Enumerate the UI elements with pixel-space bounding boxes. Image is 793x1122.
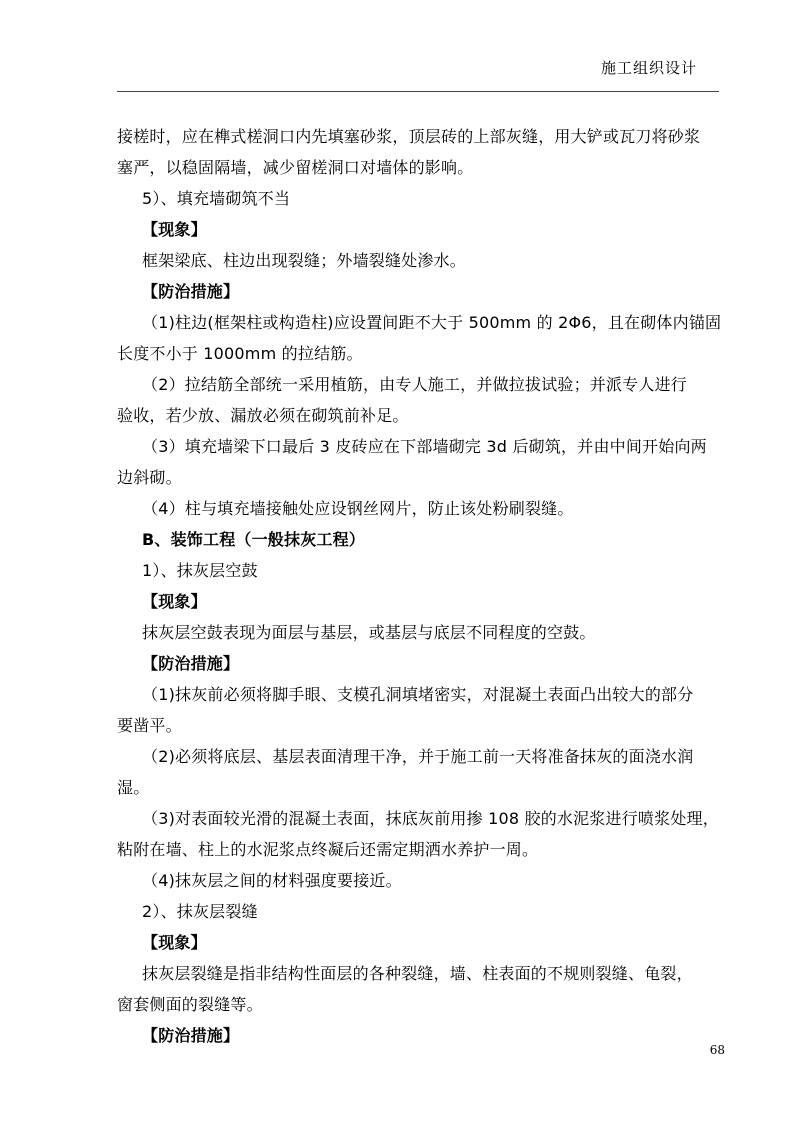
paragraph-line: （2)必须将底层、基层表面清理干净，并于施工前一天将准备抹灰的面浇水润 [142,747,694,766]
paragraph-line: 长度不小于 1000mm 的拉结筋。 [117,344,363,363]
section-heading: B、装饰工程（一般抹灰工程） [142,530,365,549]
paragraph-line: 验收，若少放、漏放必须在砌筑前补足。 [117,406,409,425]
header-rule [117,91,719,92]
list-heading: 2）、抹灰层裂缝 [142,902,258,921]
paragraph-line: （3)对表面较光滑的混凝土表面，抹底灰前用掺 108 胶的水泥浆进行喷浆处理， [142,809,719,828]
section-label: 【防治措施】 [142,282,240,301]
paragraph-line: （4）柱与填充墙接触处应设钢丝网片，防止该处粉刷裂缝。 [142,499,574,518]
paragraph-line: 框架梁底、柱边出现裂缝；外墙裂缝处渗水。 [142,251,467,270]
section-label: 【现象】 [142,933,207,952]
section-label: 【现象】 [142,592,207,611]
page-number: 68 [709,1043,725,1057]
paragraph-line: 要凿平。 [117,716,182,735]
paragraph-line: （2）拉结筋全部统一采用植筋，由专人施工，并做拉拔试验；并派专人进行 [142,375,687,394]
paragraph-line: 边斜砌。 [117,468,182,487]
section-label: 【防治措施】 [142,654,240,673]
paragraph-line: 接槎时，应在榫式槎洞口内先填塞砂浆，顶层砖的上部灰缝，用大铲或瓦刀将砂浆 [117,127,701,146]
paragraph-line: 湿。 [117,778,150,797]
paragraph-line: 抹灰层空鼓表现为面层与基层，或基层与底层不同程度的空鼓。 [142,623,596,642]
list-heading: 5）、填充墙砌筑不当 [142,189,291,208]
section-label: 【防治措施】 [142,1026,240,1045]
section-label: 【现象】 [142,220,207,239]
list-heading: 1）、抹灰层空鼓 [142,561,258,580]
page-header [0,0,793,100]
paragraph-line: 窗套侧面的裂缝等。 [117,995,263,1014]
paragraph-line: （4)抹灰层之间的材料强度要接近。 [142,871,402,890]
paragraph-line: （1)抹灰前必须将脚手眼、支模孔洞填堵密实，对混凝土表面凸出较大的部分 [142,685,694,704]
paragraph-line: （1)柱边(框架柱或构造柱)应设置间距不大于 500mm 的 2Φ6，且在砌体内锚固 [142,313,722,332]
header-title: 施工组织设计 [600,59,697,77]
paragraph-line: 塞严，以稳固隔墙，减少留槎洞口对墙体的影响。 [117,158,474,177]
paragraph-line: （3）填充墙梁下口最后 3 皮砖应在下部墙砌完 3d 后砌筑，并由中间开始向两 [142,437,707,456]
paragraph-line: 抹灰层裂缝是指非结构性面层的各种裂缝，墙、柱表面的不规则裂缝、龟裂， [142,964,693,983]
paragraph-line: 粘附在墙、柱上的水泥浆点终凝后还需定期洒水养护一周。 [117,840,539,859]
